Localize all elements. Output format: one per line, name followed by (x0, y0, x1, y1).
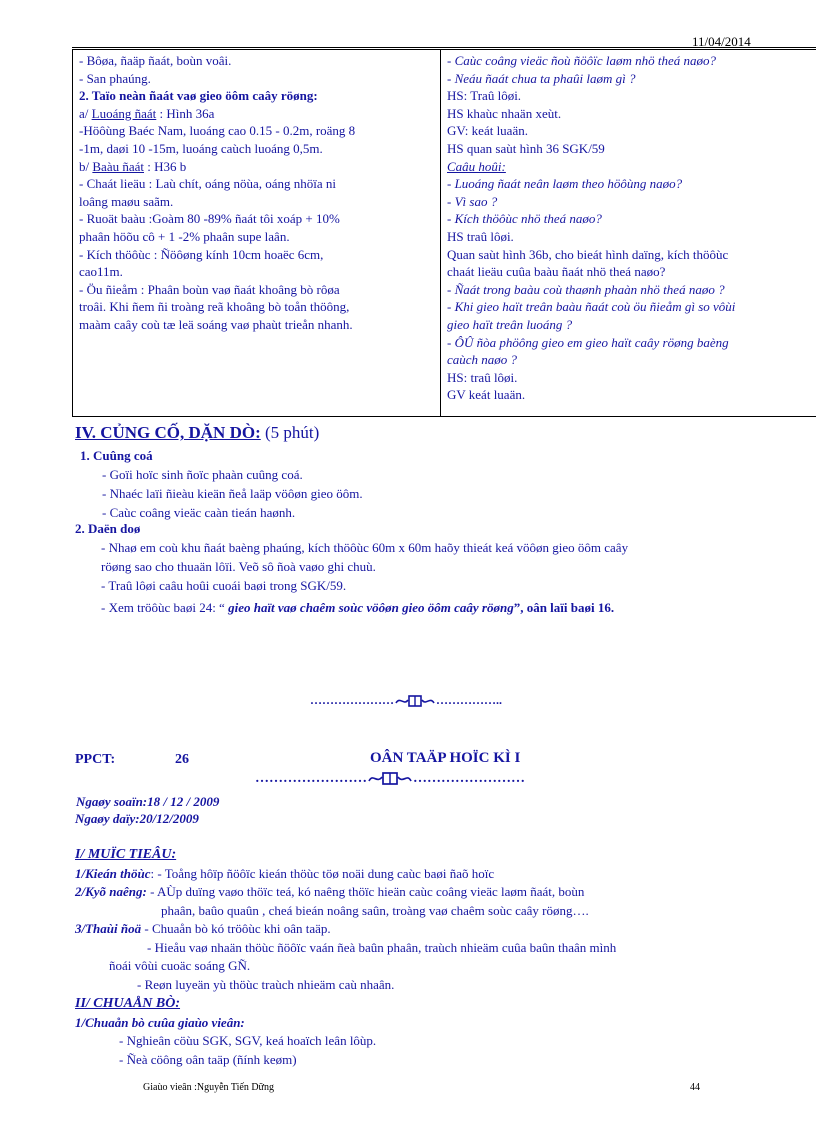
right-line-10: - Kích thöôùc nhö theá naøo? (447, 211, 602, 227)
right-line-5: GV: keát luaän. (447, 123, 528, 139)
ppct-label: PPCT: (75, 752, 116, 767)
left-line-13: cao11m. (79, 264, 123, 280)
left-line-11: phaân höõu cô + 1 -2% phaân supe laân. (79, 228, 290, 244)
left-heading: 2. Taïo neàn ñaát vaø gieo öôm caây röøng: (79, 88, 318, 104)
lesson-title: OÂN TAÄP HOÏC KÌ I (370, 750, 521, 766)
right-line-9: - Vì sao ? (447, 193, 498, 209)
goals-section (75, 846, 815, 994)
content-table (72, 49, 816, 417)
right-line-14: - Ñaát trong baàu coù thaønh phaàn nhö theá naøo ? (447, 281, 725, 297)
prep-item-1: - Nghieân cöùu SGK, SGV, keá hoaïch leân lôùp. (119, 1033, 377, 1048)
goal-knowledge: 1/Kieán thöùc: - Toång hôïp ñöôïc kieán thöùc töø noäi dung caùc baøi ñaõ hoïc (75, 865, 495, 881)
left-line-16: maàm caây coù tæ leä soáng vaø phaùt trieån nhanh. (79, 316, 353, 332)
book-ornament-icon-2 (367, 771, 413, 786)
prep-item-2: - Ñeà cöông oân taäp (ñính keøm) (119, 1051, 297, 1067)
left-line-14: - Öu ñieåm : Phaân boùn vaø ñaát khoâng bò rôøa (79, 281, 340, 297)
goals-heading: I/ MUÏC TIEÂU: (75, 847, 177, 862)
right-line-19: HS: traû lôøi. (447, 369, 518, 385)
prep-heading: II/ CHUAÅN BÒ: (75, 996, 181, 1011)
section-4-body (80, 446, 363, 522)
right-line-11: HS traû lôøi. (447, 228, 514, 244)
consolidation-item-3: - Caùc coâng vieäc caàn tieán haønh. (102, 505, 296, 520)
prep-teacher-heading: 1/Chuaån bò cuûa giaùo vieân: (75, 1014, 245, 1030)
left-line-2: - San phaúng. (79, 70, 151, 86)
date-prepared: Ngaøy soaïn:18 / 12 / 2009 (76, 794, 220, 809)
homework-item-3: - Xem tröôùc baøi 24: “ gieo haït vaø chaêm soùc vöôøn gieo öôm caây röøng”, oân laïi baøi 16. (101, 600, 615, 615)
homework-item-1: - Nhaø em coù khu ñaát baèng phaúng, kích thöôùc 60m x 60m haõy thieát keá vöôøn gieo öôm caây (101, 540, 629, 555)
right-line-6: HS quan saùt hình 36 SGK/59 (447, 140, 605, 156)
left-line-10: - Ruoät baàu :Goàm 80 -89% ñaát tôi xoáp + 10% (79, 211, 340, 227)
book-ornament-icon (394, 694, 436, 708)
right-line-16: gieo haït treân luoáng ? (447, 316, 573, 332)
table-left-column (79, 52, 435, 334)
right-line-4: HS khaùc nhaän xeùt. (447, 105, 562, 121)
goal-skills: 2/Kyõ naêng: - AÙp duïng vaøo thöïc teá, kó naêng thöïc hieän caùc coâng vieäc laøm ñaát, boùn (75, 884, 585, 899)
right-line-8: - Luoáng ñaát neân laøm theo höôùng naøo? (447, 176, 683, 192)
top-rule (72, 47, 816, 48)
goal-skills-cont: phaân, baûo quaûn , cheá bieán noâng saûn, troàng vaø chaêm soùc caây röøng…. (161, 902, 589, 918)
left-line-1: - Bôøa, ñaäp ñaát, boùn voâi. (79, 53, 232, 68)
column-divider (440, 50, 441, 416)
sub-heading-homework: 2. Daën doø (75, 521, 141, 536)
right-line-18: caùch naøo ? (447, 352, 518, 368)
left-line-5: -Höôùng Baéc Nam, luoáng cao 0.15 - 0.2m, roäng 8 (79, 123, 356, 139)
consolidation-item-1: - Goïi hoïc sinh ñoïc phaàn cuûng coá. (102, 467, 303, 482)
table-right-column (447, 52, 816, 404)
consolidation-item-2: - Nhaéc laïi ñieàu kieän ñeå laäp vöôøn gieo öôm. (102, 486, 363, 501)
date-taught: Ngaøy daïy:20/12/2009 (75, 811, 199, 826)
right-line-20: GV keát luaän. (447, 387, 526, 403)
print-date: 11/04/2014 (692, 34, 751, 49)
section-4-title: IV. CỦNG CỐ, DẶN DÒ: (5 phút) (75, 423, 320, 442)
right-question-heading: Caâu hoûi: (447, 158, 506, 174)
section-4-homework (75, 519, 628, 617)
left-line-15: troâi. Khi ñem ñi troàng reã khoâng bò toån thöông, (79, 299, 350, 315)
sub-heading-consolidation: 1. Cuûng coá (80, 448, 153, 463)
right-line-3: HS: Traû lôøi. (447, 88, 522, 104)
prep-section (75, 995, 376, 1069)
left-line-6: -1m, daøi 10 -15m, luoáng caùch luoáng 0,5m. (79, 140, 323, 156)
left-line-9: loâng maøu saãm. (79, 193, 174, 209)
ppct-number: 26 (175, 752, 189, 767)
left-line-b: b/ Baàu ñaát : H36 b (79, 158, 187, 174)
right-line-12: Quan saùt hình 36b, cho bieát hình daïng, kích thöôùc (447, 246, 729, 262)
attitude-item-1-cont: ñoái vôùi cuoäc soáng GÑ. (109, 958, 251, 973)
homework-item-1-cont: röøng sao cho thuaän lôïi. Veõ sô ñoà vaøo ghi chuù. (101, 559, 376, 574)
separator-ornament-2: …………………… …………………… (255, 771, 525, 786)
left-line-12: - Kích thöôùc : Ñöôøng kính 10cm hoaëc 6cm, (79, 246, 324, 262)
right-line-15: - Khi gieo haït treân baàu ñaát coù öu ñieåm gì so vôùi (447, 299, 736, 315)
separator-ornament-1: ………………… …………….. (310, 693, 502, 707)
attitude-item-2: - Reøn luyeän yù thöùc traùch nhieäm caù nhaân. (137, 976, 395, 992)
right-line-1: - Caùc coâng vieäc ñoù ñöôïc laøm nhö theá naøo? (447, 53, 716, 68)
right-line-17: - ÔÛ ñòa phöông gieo em gieo haït caây röøng baèng (447, 334, 729, 350)
attitude-item-1: - Hieåu vaø nhaän thöùc ñöôïc vaán ñeà baûn phaân, traùch nhieäm cuûa baûn thaân mình (147, 939, 617, 955)
homework-item-2: - Traû lôøi caâu hoûi cuoái baøi trong SGK/59. (101, 578, 347, 593)
right-line-2: - Neáu ñaát chua ta phaûi laøm gì ? (447, 70, 636, 86)
goal-attitude: 3/Thaùi ñoä - Chuaån bò kó tröôùc khi oân taäp. (75, 921, 331, 936)
footer-page-number: 44 (690, 1082, 700, 1093)
left-line-a: a/ Luoáng ñaát : Hình 36a (79, 105, 215, 121)
footer-teacher: Giaùo vieân :Nguyễn Tiến Dững (143, 1082, 274, 1093)
left-line-8: - Chaát lieäu : Laù chít, oáng nöùa, oáng nhöïa ni (79, 176, 337, 192)
right-line-13: chaát lieäu cuûa baàu ñaát nhö theá naøo? (447, 264, 666, 280)
